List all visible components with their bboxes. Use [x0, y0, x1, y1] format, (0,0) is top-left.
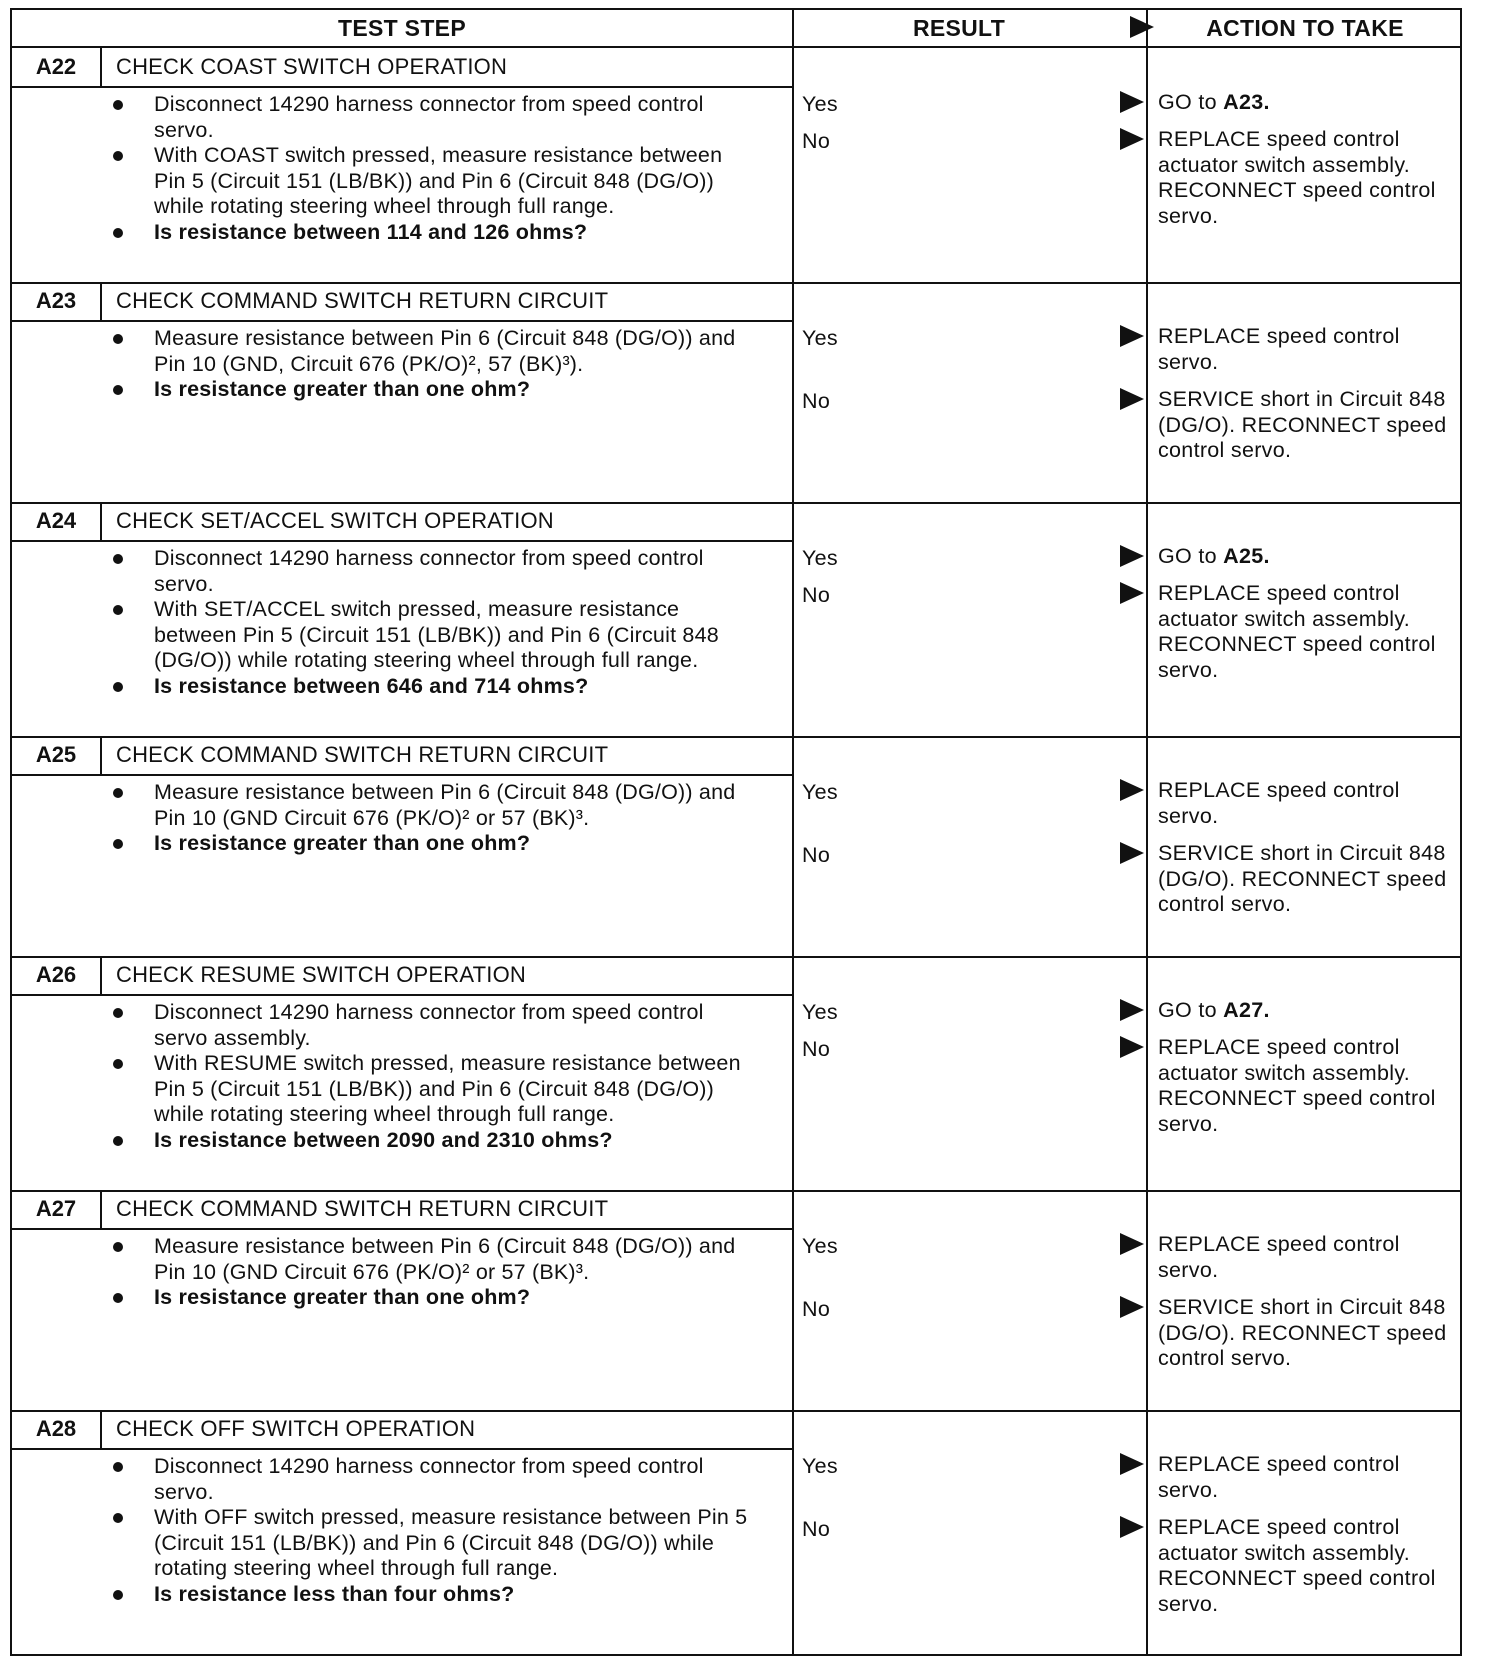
- test-step-block: [12, 956, 1460, 1190]
- instruction-item: Disconnect 14290 harness connector from speed control servo.: [110, 546, 760, 597]
- step-title: CHECK COMMAND SWITCH RETURN CIRCUIT: [116, 288, 609, 313]
- action-text: [1158, 778, 1448, 829]
- step-id: A26: [12, 956, 102, 994]
- action-text-main: GO to: [1158, 544, 1224, 568]
- result-arrow-icon: [1120, 842, 1144, 864]
- question-item: Is resistance less than four ohms?: [110, 1582, 760, 1608]
- step-title: CHECK COMMAND SWITCH RETURN CIRCUIT: [116, 1196, 609, 1221]
- action-text-main: REPLACE speed control servo.: [1158, 1232, 1400, 1282]
- action-text: [1158, 1452, 1448, 1503]
- question-item: Is resistance between 646 and 714 ohms?: [110, 674, 760, 700]
- action-step-reference: A25: [1223, 544, 1264, 568]
- instruction-item: With COAST switch pressed, measure resistance between Pin 5 (Circuit 151 (LB/BK)) and Pin 6 (Circuit 848 (DG/O)) while rotating steering wheel through full range.: [110, 143, 760, 220]
- action-text-main: REPLACE speed control servo.: [1158, 778, 1400, 828]
- test-step-block: [12, 1410, 1460, 1656]
- step-title-underline: [12, 1448, 792, 1450]
- result-arrow-icon: [1120, 582, 1144, 604]
- question-item: Is resistance between 2090 and 2310 ohms?: [110, 1128, 760, 1154]
- result-arrow-icon: [1120, 1036, 1144, 1058]
- result-label: Yes: [802, 1454, 838, 1478]
- instruction-item: Disconnect 14290 harness connector from speed control servo.: [110, 92, 760, 143]
- result-arrow-icon: [1120, 388, 1144, 410]
- action-step-reference: A27: [1223, 998, 1264, 1022]
- action-text-main: SERVICE short in Circuit 848 (DG/O). RECONNECT speed control servo.: [1158, 1295, 1447, 1370]
- question-item: Is resistance greater than one ohm?: [110, 831, 760, 857]
- step-title-underline: [12, 320, 792, 322]
- question-item: Is resistance between 114 and 126 ohms?: [110, 220, 760, 246]
- result-label: No: [802, 1517, 831, 1541]
- step-title: CHECK SET/ACCEL SWITCH OPERATION: [116, 508, 554, 533]
- step-title-underline: [12, 994, 792, 996]
- result-arrow-icon: [1120, 999, 1144, 1021]
- result-arrow-icon: [1120, 779, 1144, 801]
- test-step-block: [12, 282, 1460, 502]
- action-text: [1158, 1232, 1448, 1283]
- action-text: [1158, 324, 1448, 375]
- result-arrow-icon: [1120, 91, 1144, 113]
- step-id: A28: [12, 1410, 102, 1448]
- step-instructions: [110, 1454, 760, 1607]
- result-arrow-icon: [1120, 1453, 1144, 1475]
- action-text: [1158, 387, 1448, 464]
- step-title-underline: [12, 540, 792, 542]
- diagnostic-table: [10, 8, 1462, 1656]
- result-label: Yes: [802, 326, 838, 350]
- step-title-underline: [12, 774, 792, 776]
- step-id: A24: [12, 502, 102, 540]
- test-step-block: [12, 736, 1460, 956]
- action-text-main: REPLACE speed control actuator switch assembly. RECONNECT speed control servo.: [1158, 1035, 1436, 1136]
- result-label: Yes: [802, 92, 838, 116]
- step-id: A25: [12, 736, 102, 774]
- test-step-block: [12, 1190, 1460, 1410]
- question-item: Is resistance greater than one ohm?: [110, 377, 760, 403]
- result-label: No: [802, 389, 831, 413]
- action-text-main: REPLACE speed control servo.: [1158, 324, 1400, 374]
- question-item: Is resistance greater than one ohm?: [110, 1285, 760, 1311]
- instruction-item: Measure resistance between Pin 6 (Circuit 848 (DG/O)) and Pin 10 (GND, Circuit 676 (PK/O)², 57 (BK)³).: [110, 326, 760, 377]
- step-title: CHECK COAST SWITCH OPERATION: [116, 54, 508, 79]
- step-title: CHECK COMMAND SWITCH RETURN CIRCUIT: [116, 742, 609, 767]
- result-arrow-icon: [1120, 325, 1144, 347]
- header-action: ACTION TO TAKE: [1206, 15, 1404, 41]
- action-step-reference: A23: [1223, 90, 1264, 114]
- instruction-item: With SET/ACCEL switch pressed, measure resistance between Pin 5 (Circuit 151 (LB/BK)) and Pin 6 (Circuit 848 (DG/O)) while rotating steering wheel through full range.: [110, 597, 760, 674]
- action-text-end: .: [1263, 90, 1270, 114]
- step-instructions: [110, 1000, 760, 1153]
- result-label: No: [802, 1297, 831, 1321]
- step-id: A23: [12, 282, 102, 320]
- action-text-main: REPLACE speed control actuator switch assembly. RECONNECT speed control servo.: [1158, 1515, 1436, 1616]
- result-arrow-icon: [1120, 1233, 1144, 1255]
- step-title: CHECK OFF SWITCH OPERATION: [116, 1416, 476, 1441]
- instruction-item: Measure resistance between Pin 6 (Circuit 848 (DG/O)) and Pin 10 (GND Circuit 676 (PK/O)² or 57 (BK)³.: [110, 1234, 760, 1285]
- result-label: No: [802, 583, 831, 607]
- test-step-block: [12, 502, 1460, 736]
- step-instructions: [110, 326, 760, 403]
- action-text-end: .: [1263, 544, 1270, 568]
- action-text-main: SERVICE short in Circuit 848 (DG/O). RECONNECT speed control servo.: [1158, 841, 1447, 916]
- step-instructions: [110, 780, 760, 857]
- result-label: No: [802, 129, 831, 153]
- step-title-underline: [12, 1228, 792, 1230]
- action-text-main: GO to: [1158, 998, 1224, 1022]
- step-id: A27: [12, 1190, 102, 1228]
- result-label: Yes: [802, 1000, 838, 1024]
- header-result: RESULT: [912, 15, 1006, 41]
- step-instructions: [110, 92, 760, 245]
- result-label: No: [802, 1037, 831, 1061]
- action-text-main: SERVICE short in Circuit 848 (DG/O). RECONNECT speed control servo.: [1158, 387, 1447, 462]
- action-text-main: REPLACE speed control actuator switch assembly. RECONNECT speed control servo.: [1158, 127, 1436, 228]
- action-text: [1158, 90, 1448, 116]
- result-label: No: [802, 843, 831, 867]
- action-text: [1158, 581, 1448, 683]
- action-text-end: .: [1263, 998, 1270, 1022]
- result-arrow-icon: [1120, 128, 1144, 150]
- action-text-main: REPLACE speed control servo.: [1158, 1452, 1400, 1502]
- test-step-block: [12, 48, 1460, 282]
- step-id: A22: [12, 48, 102, 86]
- action-text: [1158, 544, 1448, 570]
- header-test-step: TEST STEP: [338, 15, 466, 41]
- step-title: CHECK RESUME SWITCH OPERATION: [116, 962, 526, 987]
- action-text: [1158, 841, 1448, 918]
- action-text: [1158, 998, 1448, 1024]
- result-arrow-icon: [1120, 545, 1144, 567]
- step-title-underline: [12, 86, 792, 88]
- action-text-main: REPLACE speed control actuator switch assembly. RECONNECT speed control servo.: [1158, 581, 1436, 682]
- result-label: Yes: [802, 546, 838, 570]
- step-instructions: [110, 1234, 760, 1311]
- result-arrow-icon: [1120, 1516, 1144, 1538]
- result-label: Yes: [802, 1234, 838, 1258]
- step-instructions: [110, 546, 760, 699]
- action-text: [1158, 1035, 1448, 1137]
- action-text-main: GO to: [1158, 90, 1224, 114]
- instruction-item: With OFF switch pressed, measure resistance between Pin 5 (Circuit 151 (LB/BK)) and Pin 6 (Circuit 848 (DG/O)) while rotating steering wheel through full range.: [110, 1505, 760, 1582]
- action-text: [1158, 1295, 1448, 1372]
- instruction-item: Disconnect 14290 harness connector from speed control servo assembly.: [110, 1000, 760, 1051]
- instruction-item: Measure resistance between Pin 6 (Circuit 848 (DG/O)) and Pin 10 (GND Circuit 676 (PK/O)² or 57 (BK)³.: [110, 780, 760, 831]
- instruction-item: Disconnect 14290 harness connector from speed control servo.: [110, 1454, 760, 1505]
- action-text: [1158, 1515, 1448, 1617]
- result-label: Yes: [802, 780, 838, 804]
- instruction-item: With RESUME switch pressed, measure resistance between Pin 5 (Circuit 151 (LB/BK)) and Pin 6 (Circuit 848 (DG/O)) while rotating steering wheel through full range.: [110, 1051, 760, 1128]
- result-arrow-icon: [1120, 1296, 1144, 1318]
- action-text: [1158, 127, 1448, 229]
